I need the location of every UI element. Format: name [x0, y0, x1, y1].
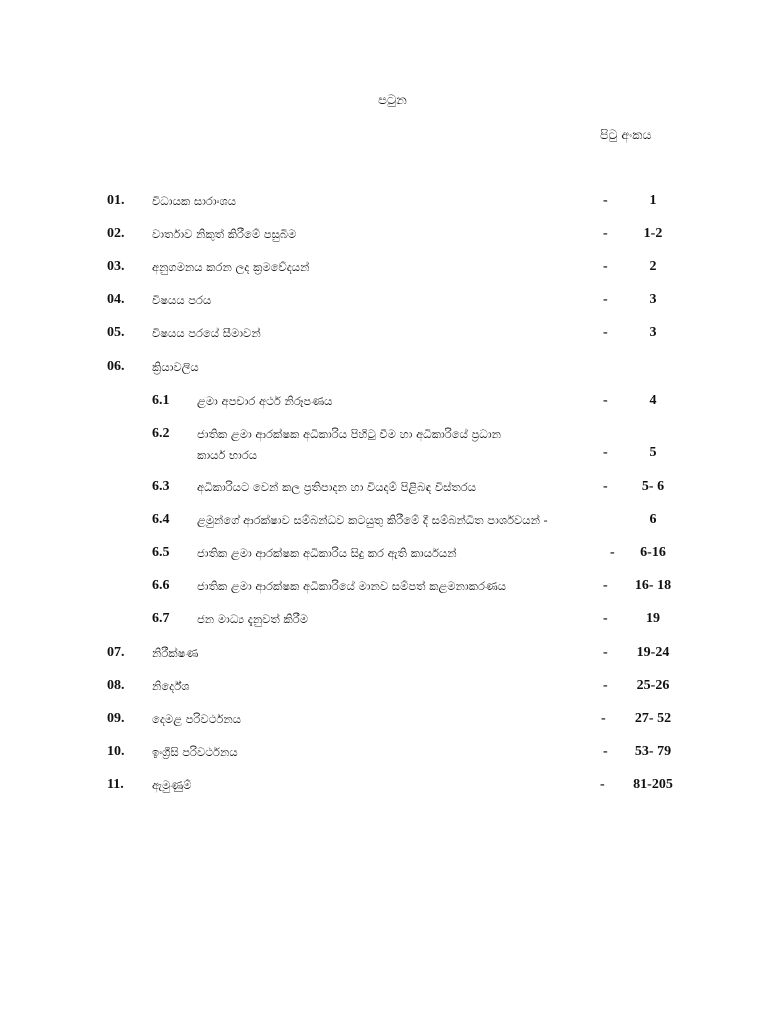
toc-entry-06	[0, 359, 768, 381]
entry-dash: -	[603, 678, 608, 693]
entry-number: 06.	[107, 359, 125, 374]
entry-page: 6-16	[640, 545, 666, 560]
toc-entry-08	[0, 678, 768, 700]
entry-page: 1	[649, 193, 657, 208]
entry-label: නිර්දේශ	[152, 679, 190, 693]
toc-entry-07	[0, 645, 768, 667]
entry-dash: -	[600, 777, 605, 792]
entry-dash: -	[601, 711, 606, 726]
entry-page: 3	[649, 325, 657, 340]
entry-page: 19	[646, 611, 660, 626]
toc-entry-03	[0, 259, 768, 281]
entry-dash: -	[603, 479, 608, 494]
entry-page: 6	[649, 512, 657, 527]
toc-entry-05	[0, 325, 768, 347]
entry-page: 1-2	[643, 226, 663, 241]
toc-entry-09	[0, 711, 768, 733]
entry-number: 11.	[107, 777, 124, 792]
entry-number: 10.	[107, 744, 125, 759]
entry-page: 2	[649, 259, 657, 274]
toc-entry-04	[0, 292, 768, 314]
entry-number: 03.	[107, 259, 125, 274]
entry-number: 08.	[107, 678, 125, 693]
entry-page: 25-26	[636, 678, 670, 693]
entry-label-line-1: ජාතික ළමා ආරක්ෂක අධිකාරිය පිහිටු වීම හා අධිකාරියේ ප්‍රධාන	[197, 427, 501, 441]
toc-entry-6-6	[0, 578, 768, 600]
entry-dash: -	[603, 325, 608, 340]
toc-entry-6-7	[0, 611, 768, 633]
entry-number: 6.7	[152, 611, 170, 626]
entry-label: ළමා අපචාර අර්ථ නිරූපණය	[197, 394, 333, 408]
page-title: පටුන	[378, 93, 407, 108]
entry-number: 6.6	[152, 578, 170, 593]
entry-label: අධිකාරියට වෙන් කල ප්‍රතිපාදන හා වියදම් පිළිබඳ විස්තරය	[197, 480, 476, 494]
entry-number: 05.	[107, 325, 125, 340]
entry-number: 6.4	[152, 512, 170, 527]
entry-label: ඇමුණුම්	[152, 778, 192, 792]
entry-dash: -	[603, 744, 608, 759]
entry-dash: -	[603, 259, 608, 274]
toc-entry-6-3	[0, 479, 768, 501]
entry-label: නිරීක්ෂණ	[152, 646, 199, 660]
entry-number: 6.1	[152, 393, 170, 408]
entry-dash: -	[603, 226, 608, 241]
entry-page: 3	[649, 292, 657, 307]
toc-entry-11	[0, 777, 768, 799]
entry-label: ජාතික ළමා ආරක්ෂක අධිකාරිය සිදු කර ඇති කාර්යයන්	[197, 546, 457, 560]
entry-number: 04.	[107, 292, 125, 307]
entry-dash: -	[603, 193, 608, 208]
entry-page: 5- 6	[641, 479, 665, 494]
toc-entry-6-4	[0, 512, 768, 534]
entry-label-line-2: කාර්ය භාරය	[197, 448, 258, 462]
page-number-column-header: පිටු අංකය	[600, 127, 652, 142]
entry-page: 27- 52	[634, 711, 672, 726]
entry-page: 53- 79	[634, 744, 672, 759]
entry-label: ජන මාධ්‍ය දැනුවත් කිරීම	[197, 612, 308, 626]
toc-entry-6-5	[0, 545, 768, 567]
entry-label: ළමුන්ගේ ආරක්ෂාව සම්බන්ධව කටයුතු කිරීමේ දී සම්බන්ධිත පාර්ශවයන් -	[197, 513, 548, 527]
entry-dash: -	[603, 292, 608, 307]
entry-dash: -	[603, 578, 608, 593]
entry-label: දෙමළ පරිවර්ථනය	[152, 712, 241, 726]
toc-entry-6-2	[0, 426, 768, 466]
entry-label: ජාතික ළමා ආරක්ෂක අධිකාරියේ මානව සම්පත් කළමනාකරණය	[197, 579, 507, 593]
entry-number: 01.	[107, 193, 125, 208]
entry-number: 07.	[107, 645, 125, 660]
entry-label: විෂයය පරයේ සීමාවන්	[152, 326, 261, 340]
entry-page: 4	[649, 393, 657, 408]
entry-number: 6.2	[152, 426, 170, 441]
entry-dash: -	[603, 445, 608, 460]
entry-label: ඉංග්‍රීසි පරිවර්ථනය	[152, 745, 238, 759]
entry-number: 09.	[107, 711, 125, 726]
toc-entry-01	[0, 193, 768, 215]
entry-dash: -	[603, 645, 608, 660]
entry-label: වාර්තාව නිකුත් කිරීමේ පසුබිම	[152, 227, 297, 241]
entry-dash: -	[603, 611, 608, 626]
entry-dash: -	[603, 393, 608, 408]
toc-entry-10	[0, 744, 768, 766]
entry-label: අනුගමනය කරන ලද ක්‍රමවේදයන්	[152, 260, 310, 274]
entry-page: 81-205	[633, 777, 673, 792]
entry-dash: -	[610, 545, 615, 560]
entry-page: 16- 18	[634, 578, 672, 593]
entry-label: විෂයය පරය	[152, 293, 212, 307]
entry-label	[197, 427, 501, 463]
entry-number: 02.	[107, 226, 125, 241]
entry-label: විධායක සාරාංශය	[152, 194, 237, 208]
entry-label: ක්‍රියාවලිය	[152, 360, 199, 374]
toc-entry-6-1	[0, 393, 768, 415]
entry-number: 6.5	[152, 545, 170, 560]
toc-entry-02	[0, 226, 768, 248]
entry-page: 19-24	[636, 645, 670, 660]
entry-number: 6.3	[152, 479, 170, 494]
entry-page: 5	[649, 445, 657, 460]
